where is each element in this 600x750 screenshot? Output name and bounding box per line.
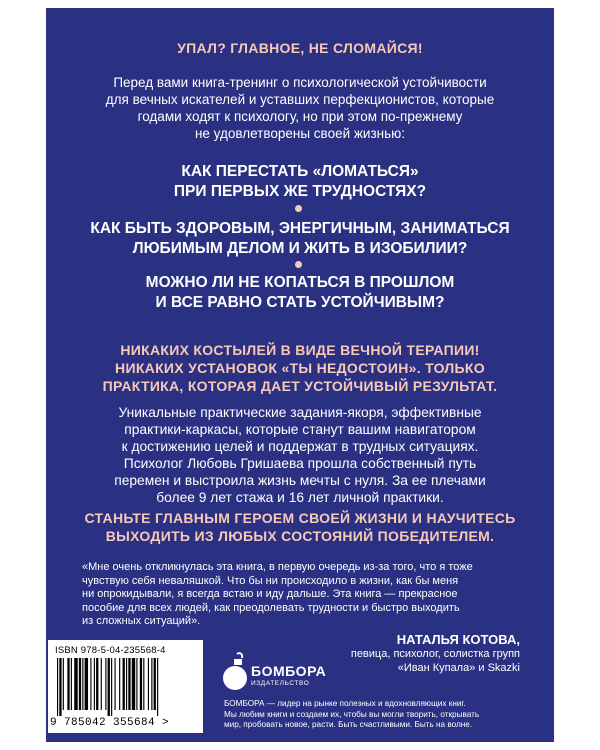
quote-line: из сложных ситуаций». (82, 615, 201, 628)
barcode-bar (136, 658, 137, 710)
question-3 (46, 273, 554, 313)
call-to-action-line: ВЫХОДИТЬ ИЗ ЛЮБЫХ СОСТОЯНИЙ ПОБЕДИТЕЛЕМ. (105, 528, 495, 544)
barcode-bar (90, 658, 91, 710)
barcode-digits: 9 785042 355684 > (50, 717, 170, 729)
quote-line: чувствую себя неваляшкой. Что бы ни происходило в жизни, как бы меня (82, 574, 459, 587)
description-line: более 9 лет стажа и 16 лет личной практики. (156, 490, 444, 505)
barcode-bar (57, 658, 58, 716)
barcode-bar (67, 658, 69, 710)
question-line: ЛЮБИМЫМ ДЕЛОМ И ЖИТЬ В ИЗОБИЛИИ? (132, 240, 468, 257)
barcode-bar (108, 658, 110, 716)
quote-line: пособие для всех людей, как преодолевать трудности и быстро выходить (82, 601, 460, 614)
review-quote (82, 561, 522, 629)
barcode-bar (148, 658, 149, 710)
barcode-bar (94, 658, 95, 710)
barcode-bar (115, 658, 116, 710)
barcode-bar (154, 658, 156, 710)
bombora-bomb-icon (221, 651, 249, 693)
call-to-action (46, 509, 554, 545)
barcode-bar (119, 658, 120, 710)
description-line: Психолог Любовь Гришаева прошла собственный путь (123, 456, 477, 471)
headline: УПАЛ? ГЛАВНОЕ, НЕ СЛОМАЙСЯ! (177, 40, 423, 56)
intro-text (46, 74, 554, 142)
isbn-label: ISBN 978-5-04-235568-4 (55, 645, 166, 656)
barcode-bar (79, 658, 81, 710)
barcode-bar (85, 658, 88, 710)
intro-line: годами ходят к психологу, но при этом по-прежнему (137, 109, 463, 124)
no-crutches-text (46, 341, 554, 395)
question-line: ПРИ ПЕРВЫХ ЖЕ ТРУДНОСТЯХ? (173, 183, 427, 200)
publisher-blurb (224, 699, 524, 731)
question-line: КАК ПЕРЕСТАТЬ «ЛОМАТЬСЯ» (181, 163, 419, 180)
barcode-bar (123, 658, 125, 710)
quote-author-role: певица, психолог, солистка групп (350, 648, 520, 660)
barcode-bar (82, 658, 83, 710)
bullet-dot (295, 205, 302, 212)
barcode-bar (157, 658, 158, 716)
quote-attribution (351, 632, 520, 675)
barcode-bar (111, 658, 112, 716)
description-text (46, 404, 554, 506)
intro-line: Перед вами книга-тренинг о психологической устойчивости (113, 75, 487, 90)
quote-author: НАТАЛЬЯ КОТОВА, (396, 632, 520, 647)
barcode-bar (74, 658, 77, 710)
no-crutches-line: ПРАКТИКА, КОТОРАЯ ДАЕТ УСТОЙЧИВЫЙ РЕЗУЛЬТАТ. (102, 378, 498, 394)
question-1 (46, 162, 554, 202)
description-line: перемен и выстроила жизнь мечты с нуля. За ее плечами (114, 473, 486, 488)
quote-author-role: «Иван Купала» и Skazki (397, 661, 520, 674)
barcode-bar (151, 658, 152, 710)
barcode-bar (101, 658, 102, 710)
no-crutches-line: НИКАКИХ КОСТЫЛЕЙ В ВИДЕ ВЕЧНОЙ ТЕРАПИИ! (120, 342, 480, 358)
quote-line: ни опрокидывали, я всегда встаю и иду дальше. Эта книга — прекрасное (82, 588, 458, 601)
quote-line: «Мне очень откликнулась эта книга, в первую очередь из-за того, что я тоже (82, 561, 473, 573)
barcode-bar (143, 658, 144, 710)
barcode-bar (140, 658, 142, 710)
description-line: к достижению целей и поддержат в трудных ситуациях. (121, 439, 479, 454)
publisher-logo (221, 651, 327, 698)
barcode-bar (105, 658, 106, 710)
question-line: МОЖНО ЛИ НЕ КОПАТЬСЯ В ПРОШЛОМ (145, 274, 455, 291)
publisher-logo-name: БОМБОРА (251, 663, 327, 679)
description-line: практики-каркасы, которые станут вашим навигатором (124, 422, 476, 437)
intro-line: не удовлетворены своей жизнью: (194, 126, 406, 141)
barcode-bar (59, 658, 61, 716)
barcode-bar (132, 658, 135, 710)
description-line: Уникальные практические задания-якоря, эффективные (118, 405, 482, 420)
publisher-blurb-line: мир, пробовать новое, расти. Быть счастливыми. Быть на волне. (224, 720, 473, 729)
barcode-bar (96, 658, 98, 710)
publisher-logo-subtitle: ИЗДАТЕЛЬСТВО (251, 680, 310, 687)
barcode-bars (57, 658, 195, 716)
call-to-action-line: СТАНЬТЕ ГЛАВНЫМ ГЕРОЕМ СВОЕЙ ЖИЗНИ И НАУЧИТЕСЬ (84, 510, 516, 526)
publisher-blurb-line: БОМБОРА — лидер на рынке полезных и вдохновляющих книг. (224, 699, 466, 708)
no-crutches-line: НИКАКИХ УСТАНОВОК «ТЫ НЕДОСТОИН». ТОЛЬКО (115, 360, 485, 376)
question-line: КАК БЫТЬ ЗДОРОВЫМ, ЭНЕРГИЧНЫМ, ЗАНИМАТЬСЯ (90, 220, 510, 237)
intro-line: для вечных искателей и уставших перфекционистов, которые (105, 92, 495, 107)
barcode-bar (71, 658, 72, 710)
question-2 (46, 219, 554, 259)
barcode-panel (48, 640, 203, 733)
bullet-dot (295, 261, 302, 268)
question-line: И ВСЕ РАВНО СТАТЬ УСТОЙЧИВЫМ? (155, 294, 445, 311)
barcode-bar (126, 658, 127, 710)
barcode-bar (128, 658, 130, 710)
publisher-blurb-line: Мы любим книги и создаем их, чтобы вы могли творить, открывать (224, 709, 480, 719)
barcode-bar (63, 658, 64, 710)
back-cover (46, 8, 554, 742)
